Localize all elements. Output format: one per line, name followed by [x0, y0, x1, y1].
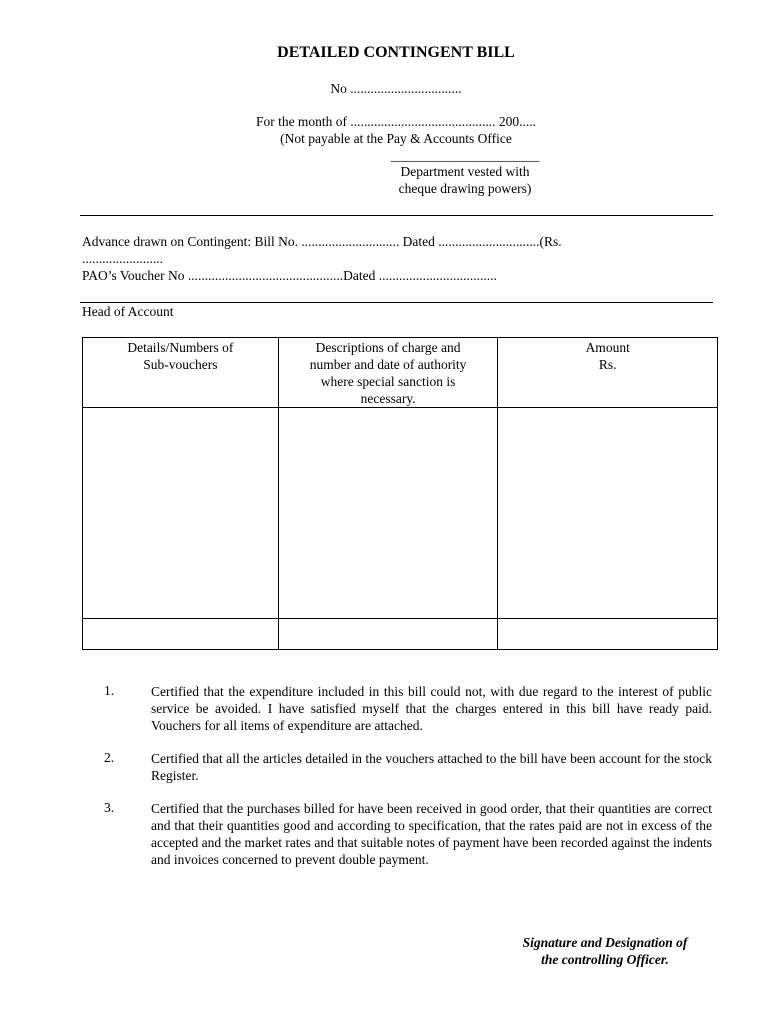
column-header-text: number and date of authority [309, 357, 467, 372]
table-total-cell-2 [278, 619, 498, 650]
column-header-text: Details/Numbers of [127, 340, 234, 355]
table-total-cell-1 [83, 619, 279, 650]
column-header-descriptions [278, 338, 498, 408]
certificate-text: Certified that the expenditure included in this bill could not, with due regard to the interest of public service be avoided. I have satisfied myself that the charges entered in this bill have ready paid. Vouchers for all items of expenditure are attached. [151, 684, 712, 733]
certificate-number: 1. [104, 683, 115, 698]
month-line: For the month of ........................................... 200..... [255, 114, 537, 129]
table-cell-sub-vouchers [83, 408, 279, 619]
advance-line: Advance drawn on Contingent: Bill No. ............................. Dated ..............................(Rs. [82, 234, 562, 249]
department-line-1: Department vested with [400, 164, 530, 179]
department-line-2: cheque drawing powers) [398, 181, 532, 196]
table-cell-amount [498, 408, 718, 619]
table-total-row [83, 619, 718, 650]
divider-top [80, 215, 713, 216]
advance-line-continuation: ........................ [82, 251, 163, 266]
certificate-number: 2. [104, 750, 115, 765]
column-header-text: Descriptions of charge and [315, 340, 461, 355]
signature-block [500, 934, 710, 968]
column-header-text: Amount [585, 340, 630, 355]
head-of-account-label: Head of Account [82, 304, 174, 319]
table-header-row [83, 338, 718, 408]
column-header-text: Rs. [598, 357, 617, 372]
column-header-sub-vouchers [83, 338, 279, 408]
table-cell-descriptions [278, 408, 498, 619]
table-total-cell-amount [498, 619, 718, 650]
divider-middle [80, 302, 713, 303]
bill-number-line: No ................................. [330, 81, 462, 96]
column-header-amount [498, 338, 718, 408]
column-header-text: necessary. [360, 391, 416, 406]
column-header-text: where special sanction is [320, 374, 456, 389]
document-title: DETAILED CONTINGENT BILL [277, 44, 515, 61]
not-payable-note: (Not payable at the Pay & Accounts Office [280, 131, 512, 146]
certificate-text: Certified that the purchases billed for have been received in good order, that their quantities are correct and that their quantities good and according to specification, that the rates paid are not in excess of the accepted and the market rates and that suitable notes of payment have been recorded against the indents and invoices concerned to prevent double payment. [151, 801, 712, 867]
pao-voucher-line: PAO’s Voucher No ..............................................Dated ................................... [82, 268, 497, 283]
certificate-number: 3. [104, 800, 115, 815]
signature-line-1: Signature and Designation of [522, 935, 688, 950]
department-blank: ______________________ [390, 148, 540, 163]
certificate-text: Certified that all the articles detailed in the vouchers attached to the bill have been account for the stock Register. [151, 751, 712, 783]
contingent-bill-table [82, 337, 718, 650]
signature-line-2: the controlling Officer. [541, 952, 669, 967]
table-body-row [83, 408, 718, 619]
column-header-text: Sub-vouchers [143, 357, 218, 372]
